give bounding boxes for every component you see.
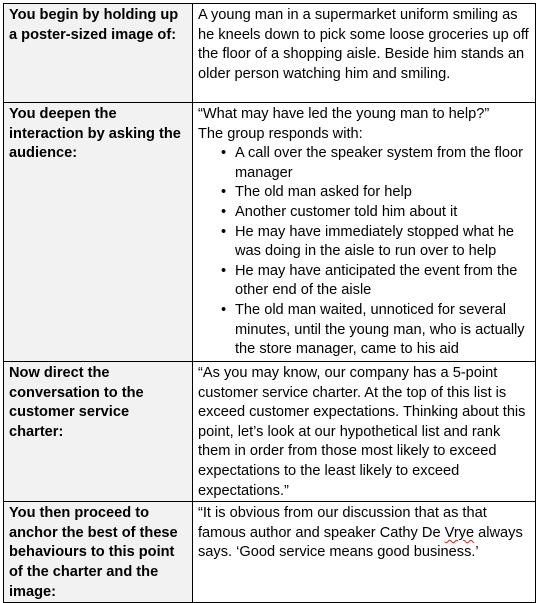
list-item-text: The old man waited, unnoticed for several minutes, until the young man, who is actually the store manager, came to his aid xyxy=(235,301,525,358)
bullet-icon: • xyxy=(221,203,227,220)
table-row xyxy=(4,4,536,103)
spellcheck-flagged-word: Vrye xyxy=(444,524,475,541)
table-row xyxy=(4,502,536,603)
table-row xyxy=(4,362,536,502)
step-prompt-cell: Now direct the conversation to the customer service charter: xyxy=(4,362,193,502)
list-item xyxy=(221,301,530,360)
step-answer-cell: A young man in a supermarket uniform smiling as he kneels down to pick some loose groceries up off the floor of a shopping aisle. Beside him stands an older person watching him and smiling. xyxy=(193,4,536,103)
step-answer-cell: “As you may know, our company has a 5-point customer service charter. At the top of this list is exceed customer expectations. Thinking about this point, let’s look at our hypothetical list and rank them in order from those most likely to exceed expectations to the least likely to exceed expectations.” xyxy=(193,362,536,502)
list-item xyxy=(221,144,530,183)
step-answer-cell xyxy=(193,502,536,603)
answer-text-end: always says. ‘Good service means good business.’ xyxy=(198,524,523,561)
responses-intro: The group responds with: xyxy=(198,125,363,142)
step-answer-cell xyxy=(193,103,536,362)
list-item-text: A call over the speaker system from the floor manager xyxy=(235,145,523,181)
list-item xyxy=(221,203,530,223)
answer-text-start: “It is obvious from our discussion that as that famous author and speaker Cathy De xyxy=(198,505,487,541)
step-prompt-cell: You then proceed to anchor the best of these behaviours to this point of the charter and the image: xyxy=(4,502,193,603)
table-row xyxy=(4,103,536,362)
list-item-text: Another customer told him about it xyxy=(235,203,458,220)
list-item-text: He may have immediately stopped what he was doing in the aisle to run over to help xyxy=(235,223,515,260)
bullet-icon: • xyxy=(221,301,227,318)
list-item xyxy=(221,183,530,203)
list-item xyxy=(221,223,530,262)
audience-question: “What may have led the young man to help?” xyxy=(198,106,490,122)
list-item-text: He may have anticipated the event from the other end of the aisle xyxy=(235,262,518,299)
presentation-steps-table xyxy=(3,3,536,603)
step-prompt-cell: You begin by holding up a poster-sized image of: xyxy=(4,4,193,103)
step-prompt-cell: You deepen the interaction by asking the audience: xyxy=(4,103,193,362)
responses-list xyxy=(198,144,530,360)
bullet-icon: • xyxy=(221,262,227,279)
list-item xyxy=(221,262,530,301)
bullet-icon: • xyxy=(221,145,227,162)
bullet-icon: • xyxy=(221,223,227,240)
list-item-text: The old man asked for help xyxy=(235,184,412,201)
bullet-icon: • xyxy=(221,184,227,201)
